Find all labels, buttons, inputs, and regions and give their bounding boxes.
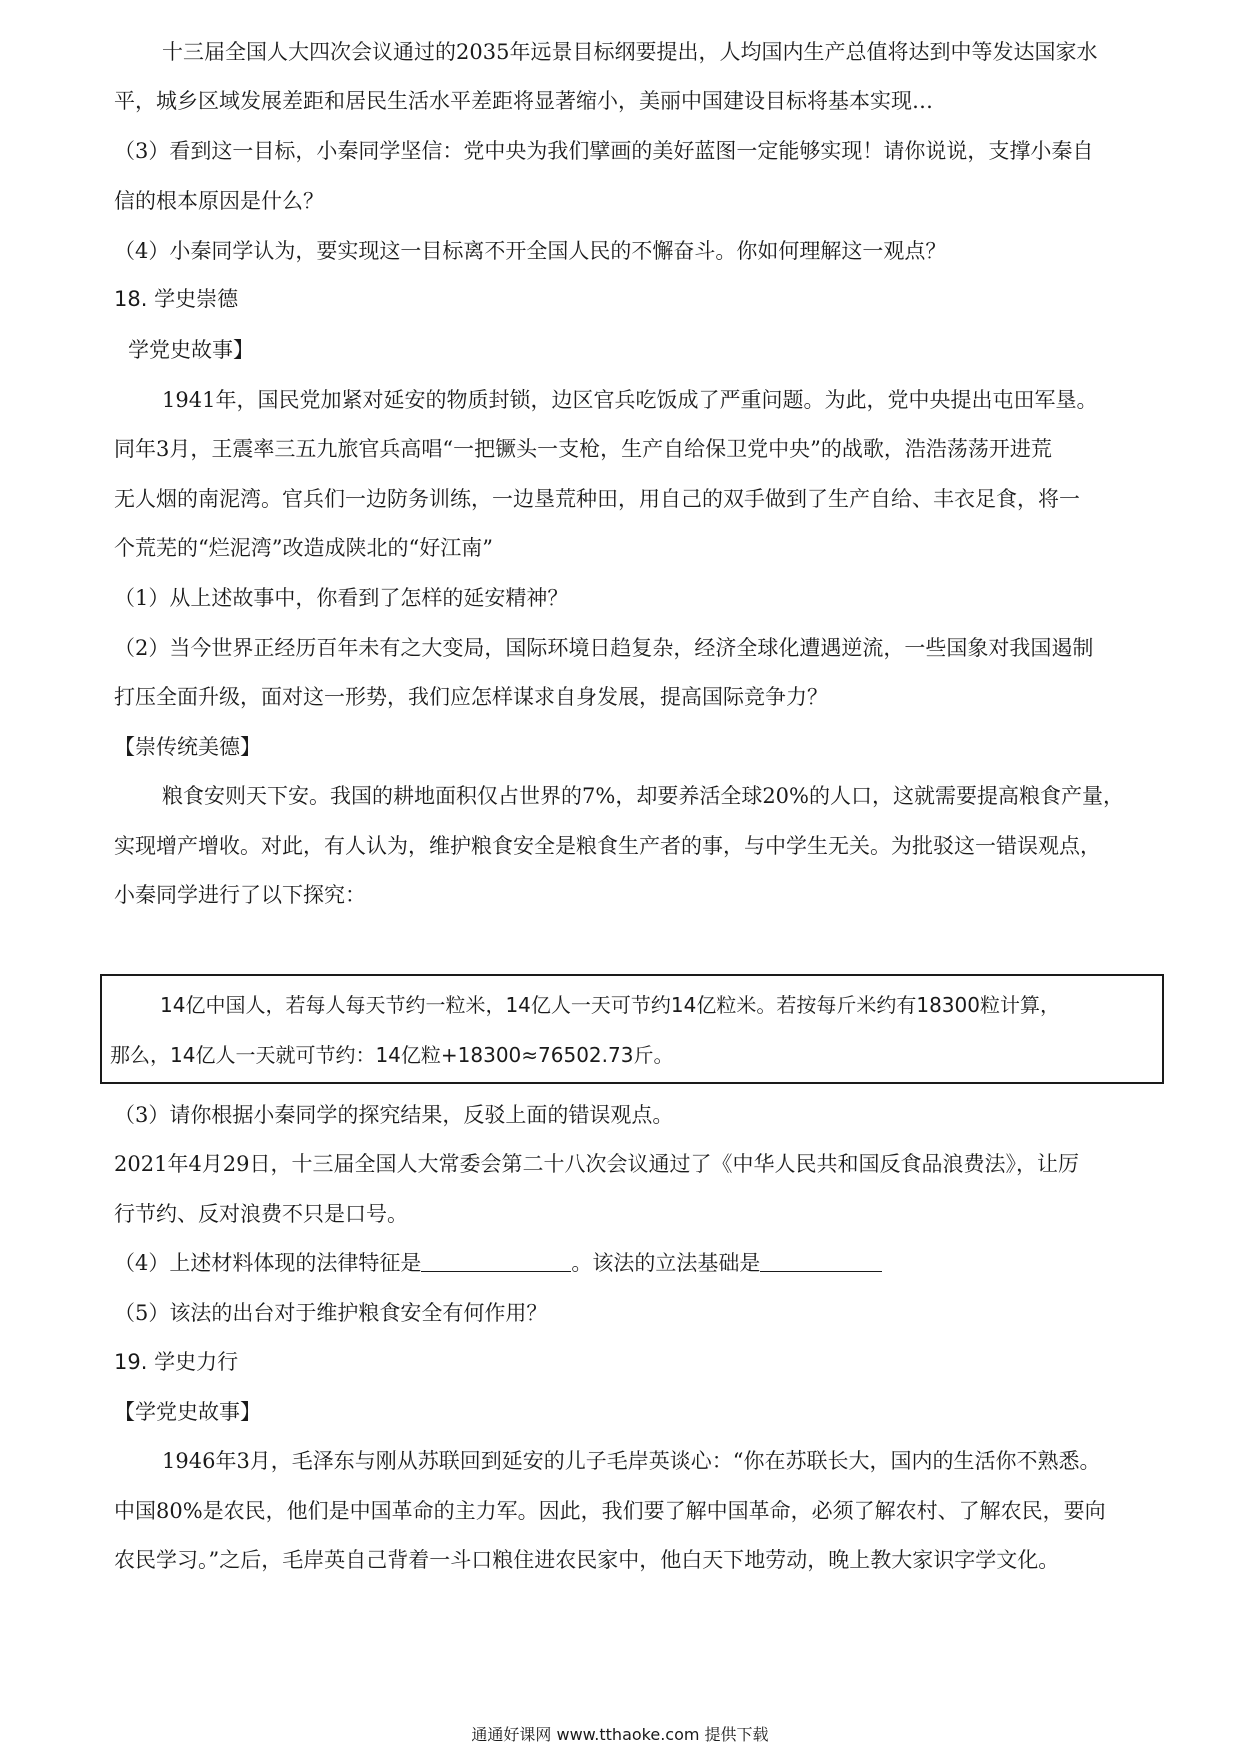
paragraph-line: 1941年，国民党加紧对延安的物质封锁，边区官兵吃饭成了严重问题。为此，党中央提出屯田军垦。: [162, 388, 1098, 412]
fill-in-question: [114, 1248, 882, 1278]
paragraph-line: 1946年3月，毛泽东与刚从苏联回到延安的儿子毛岸英谈心：“你在苏联长大，国内的生活你不熟悉。: [162, 1449, 1101, 1473]
paragraph-line: 平，城乡区域发展差距和居民生活水平差距将显著缩小，美丽中国建设目标将基本实现…: [114, 89, 933, 113]
answer-blank[interactable]: [421, 1249, 571, 1272]
question-text: （3）看到这一目标，小秦同学坚信：党中央为我们擘画的美好蓝图一定能够实现！请你说说，支撑小秦自: [114, 139, 1094, 163]
paragraph-line: 农民学习。”之后，毛岸英自己背着一斗口粮住进农民家中，他白天下地劳动，晚上教大家识字学文化。: [114, 1548, 1060, 1572]
question-text: 打压全面升级，面对这一形势，我们应怎样谋求自身发展，提高国际竞争力？: [114, 685, 828, 709]
paragraph-line: 无人烟的南泥湾。官兵们一边防务训练，一边垦荒种田，用自己的双手做到了生产自给、丰衣足食，将一: [114, 487, 1080, 511]
paragraph-line: 十三届全国人大四次会议通过的2035年远景目标纲要提出，人均国内生产总值将达到中等发达国家水: [162, 40, 1098, 64]
inquiry-text: 那么，14亿人一天就可节约：14亿粒+18300≈76502.73斤。: [110, 1043, 674, 1067]
question-text: （4）上述材料体现的法律特征是: [114, 1251, 422, 1275]
question-text: （1）从上述故事中，你看到了怎样的延安精神？: [114, 586, 569, 610]
subsection-heading: 学党史故事】: [128, 338, 254, 362]
subsection-heading: 【崇传统美德】: [114, 735, 261, 759]
question-text: （2）当今世界正经历百年未有之大变局，国际环境日趋复杂，经济全球化遭遇逆流，一些国象对我国遏制: [114, 636, 1094, 660]
paragraph-line: 中国80%是农民，他们是中国革命的主力军。因此，我们要了解中国革命，必须了解农村、了解农民，要向: [114, 1499, 1106, 1523]
paragraph-line: 同年3月，王震率三五九旅官兵高唱“一把镢头一支枪，生产自给保卫党中央”的战歌，浩浩荡荡开进荒: [114, 437, 1052, 461]
inquiry-text: 14亿中国人，若每人每天节约一粒米，14亿人一天可节约14亿粒米。若按每斤米约有18300粒计算，: [160, 993, 1060, 1017]
question-text: 信的根本原因是什么？: [114, 189, 324, 213]
subsection-heading: 【学党史故事】: [114, 1400, 261, 1424]
question-text: （5）该法的出台对于维护粮食安全有何作用？: [114, 1301, 548, 1325]
question-text: （3）请你根据小秦同学的探究结果，反驳上面的错误观点。: [114, 1103, 674, 1127]
paragraph-line: 粮食安则天下安。我国的耕地面积仅占世界的7%，却要养活全球20%的人口，这就需要提高粮食产量，: [162, 784, 1124, 808]
section-heading: 19. 学史力行: [114, 1350, 239, 1374]
paragraph-line: 实现增产增收。对此，有人认为，维护粮食安全是粮食生产者的事，与中学生无关。为批驳这一错误观点，: [114, 834, 1101, 858]
page-footer: 通通好课网 www.tthaoke.com 提供下载: [471, 1725, 769, 1744]
section-heading: 18. 学史崇德: [114, 287, 239, 311]
paragraph-line: 2021年4月29日，十三届全国人大常委会第二十八次会议通过了《中华人民共和国反食品浪费法》，让厉: [114, 1152, 1080, 1176]
paragraph-line: 个荒芜的“烂泥湾”改造成陕北的“好江南”: [114, 536, 493, 560]
question-text: （4）小秦同学认为，要实现这一目标离不开全国人民的不懈奋斗。你如何理解这一观点？: [114, 239, 947, 263]
paragraph-line: 小秦同学进行了以下探究：: [114, 883, 366, 907]
paragraph-line: 行节约、反对浪费不只是口号。: [114, 1202, 408, 1226]
question-text: 。该法的立法基础是: [571, 1251, 761, 1275]
answer-blank[interactable]: [760, 1249, 882, 1272]
